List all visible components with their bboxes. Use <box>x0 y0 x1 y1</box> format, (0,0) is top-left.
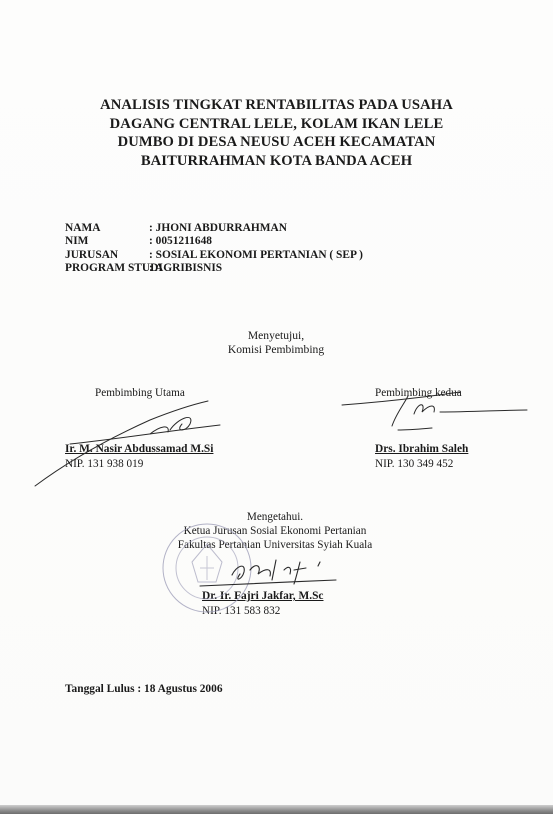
department-head-name: Dr. Ir. Fajri Jakfar, M.Sc <box>202 590 324 602</box>
main-supervisor-signature <box>35 401 220 486</box>
title-line-2: DAGANG CENTRAL LELE, KOLAM IKAN LELE <box>109 115 444 132</box>
info-value: : AGRIBISNIS <box>149 262 223 275</box>
main-supervisor-name: Ir. M. Nasir Abdussamad M.Si <box>65 443 214 455</box>
main-supervisor-role: Pembimbing Utama <box>95 387 185 399</box>
title-line-4: BAITURRAHMAN KOTA BANDA ACEH <box>140 152 413 169</box>
acknowledgement-line-2: Ketua Jurusan Sosial Ekonomi Pertanian <box>183 524 367 537</box>
title-line-1: ANALISIS TINGKAT RENTABILITAS PADA USAHA <box>100 97 453 113</box>
second-supervisor-role: Pembimbing kedua <box>375 387 462 399</box>
info-key: JURUSAN <box>65 248 119 261</box>
second-supervisor-nip: NIP. 130 349 452 <box>375 458 454 470</box>
second-supervisor-name: Drs. Ibrahim Saleh <box>375 443 469 455</box>
info-value: : JHONI ABDURRAHMAN <box>149 222 287 234</box>
info-key: NIM <box>65 235 89 248</box>
department-head-nip: NIP. 131 583 832 <box>202 605 281 617</box>
title-line-3: DUMBO DI DESA NEUSU ACEH KECAMATAN <box>117 134 436 151</box>
acknowledgement-line-1: Mengetahui. <box>246 511 304 523</box>
department-head-signature <box>200 560 336 586</box>
approval-line-2: Komisi Pembimbing <box>227 343 325 356</box>
info-key: NAMA <box>65 222 101 234</box>
info-value: : SOSIAL EKONOMI PERTANIAN ( SEP ) <box>149 248 363 261</box>
info-value: : 0051211648 <box>149 235 212 248</box>
acknowledgement-line-3: Fakultas Pertanian Universitas Syiah Kuala <box>177 538 373 551</box>
approval-line-1: Menyetujui, <box>247 329 305 342</box>
graduation-date: Tanggal Lulus : 18 Agustus 2006 <box>65 683 223 695</box>
main-supervisor-nip: NIP. 131 938 019 <box>65 458 144 470</box>
second-supervisor-signature <box>342 392 527 430</box>
scan-bottom-edge <box>0 805 553 814</box>
info-key: PROGRAM STUDI <box>65 262 163 275</box>
